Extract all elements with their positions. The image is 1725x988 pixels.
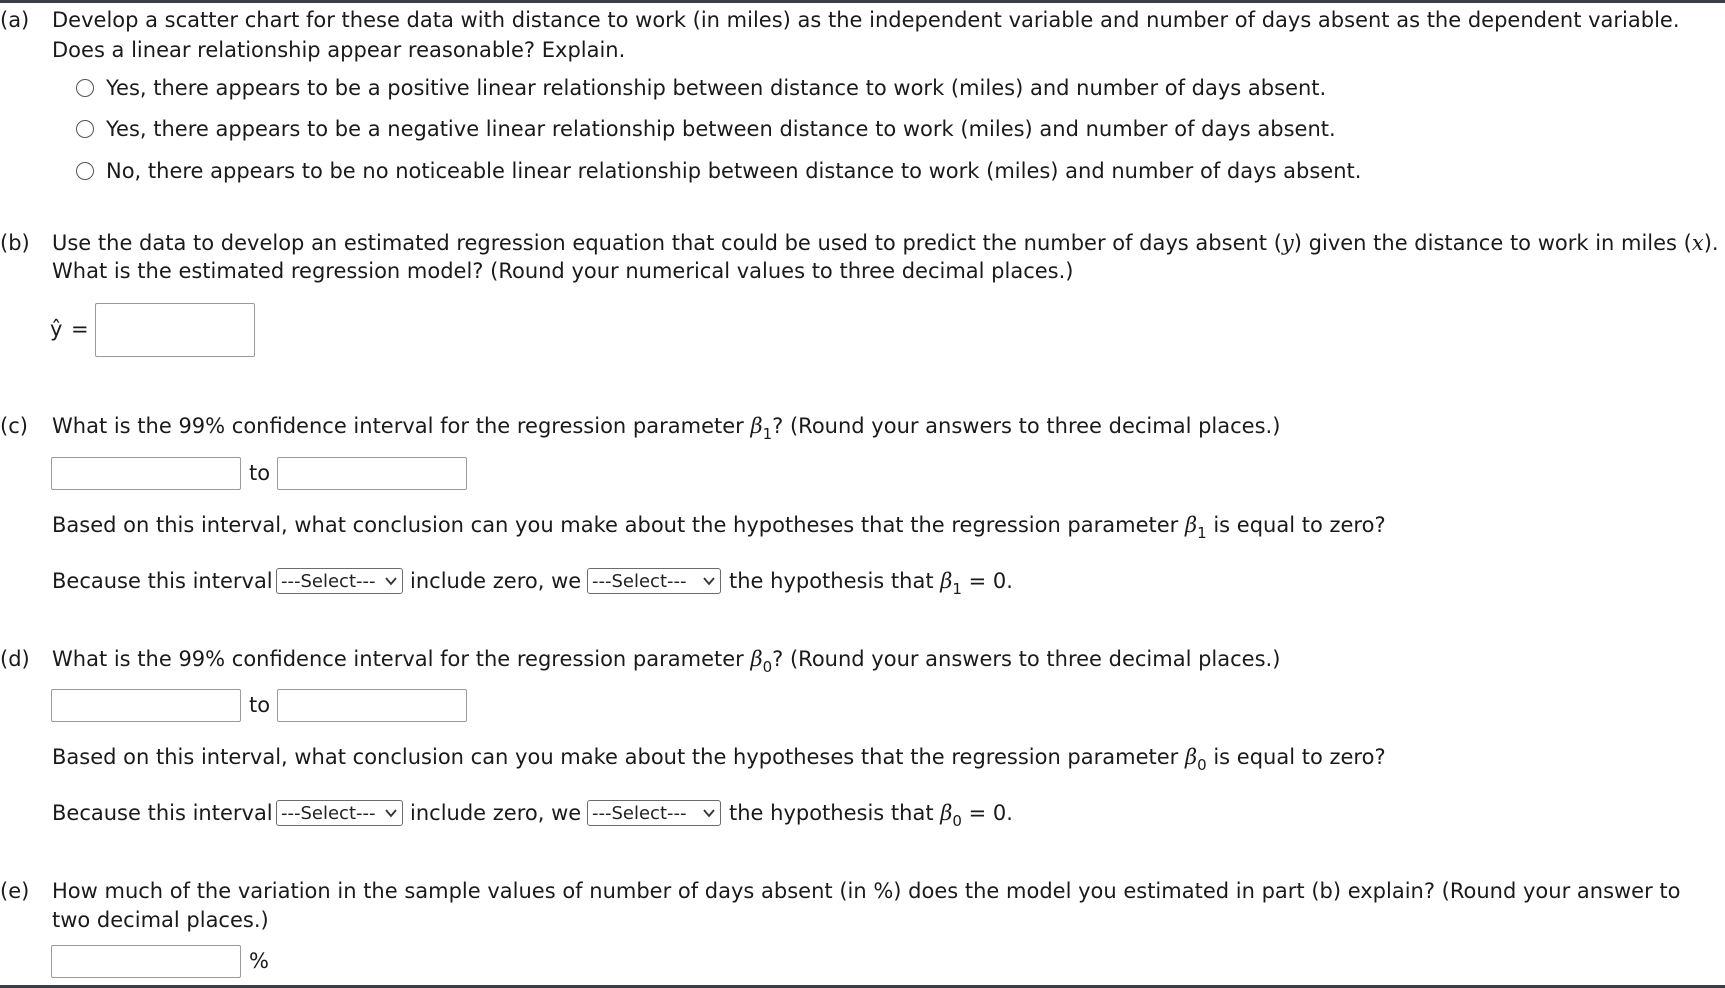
top-border (0, 0, 1725, 3)
radio-negative[interactable] (76, 120, 94, 138)
beta-symbol: β (750, 414, 763, 438)
beta-subscript: 0 (1197, 756, 1207, 774)
part-e-label: (e) (0, 879, 30, 903)
beta-symbol: β (940, 801, 953, 825)
beta-symbol: β (1184, 745, 1198, 769)
eq-zero: = 0. (968, 569, 1013, 593)
percent-unit: % (249, 949, 269, 973)
r-squared-input[interactable] (51, 945, 241, 978)
equals-sign: = (71, 317, 89, 341)
option-negative-label: Yes, there appears to be a negative linear relationship between distance to work (miles) and number of days absent. (106, 117, 1336, 141)
part-a-question-line1: Develop a scatter chart for these data with distance to work (in miles) as the independent variable and number of days absent as the dependent variable. (52, 8, 1680, 32)
beta-subscript: 1 (762, 425, 773, 443)
part-a-label: (a) (0, 8, 30, 32)
part-e-question-line1: How much of the variation in the sample values of number of days absent (in %) does the model you estimated in part (b) explain? (Round your answer to (52, 879, 1681, 903)
hypothesis-text (729, 568, 1013, 598)
beta-subscript: 1 (952, 580, 962, 598)
part-c-q-post: ? (Round your answers to three decimal places.) (772, 414, 1281, 438)
part-c-concl-pre: Based on this interval, what conclusion can you make about the hypotheses that the regression parameter (52, 513, 1185, 537)
part-b-q-post: ). (1703, 231, 1719, 255)
var-y: y (1281, 231, 1294, 255)
part-d-conclusion-question (52, 744, 1386, 774)
select-value: ---Select--- (592, 570, 687, 592)
part-b-question-line2: What is the estimated regression model? (Round your numerical values to three decimal places.) (52, 259, 1074, 283)
part-a-question-line2: Does a linear relationship appear reasonable? Explain. (52, 38, 626, 62)
option-positive[interactable] (76, 74, 1326, 102)
option-positive-label: Yes, there appears to be a positive linear relationship between distance to work (miles) and number of days absent. (106, 76, 1327, 100)
beta1-ci-upper-input[interactable] (277, 457, 467, 490)
part-d-q-post: ? (Round your answers to three decimal places.) (772, 647, 1281, 671)
option-none[interactable] (76, 157, 1361, 185)
hyp-label: the hypothesis that (729, 569, 934, 593)
part-b-question-line1 (52, 230, 1719, 256)
beta1-include-select[interactable] (276, 568, 403, 594)
beta0-ci-lower-input[interactable] (51, 689, 241, 722)
chevron-down-icon (703, 808, 715, 818)
part-b-label: (b) (0, 231, 30, 255)
beta1-decision-select[interactable] (587, 568, 721, 594)
part-c-label: (c) (0, 414, 28, 438)
beta-symbol: β (1184, 513, 1198, 537)
part-b-q-mid: ) given the distance to work in miles ( (1293, 231, 1692, 255)
beta0-ci-upper-input[interactable] (277, 689, 467, 722)
option-negative[interactable] (76, 115, 1336, 143)
beta-subscript: 1 (1197, 524, 1207, 542)
radio-none[interactable] (76, 162, 94, 180)
part-d-question (52, 646, 1281, 676)
hyp-label: the hypothesis that (729, 801, 934, 825)
hypothesis-text (729, 800, 1013, 830)
include-label: include zero, we (410, 569, 582, 593)
beta0-decision-select[interactable] (587, 800, 721, 826)
part-c-question (52, 413, 1281, 443)
chevron-down-icon (385, 576, 397, 586)
beta0-include-select[interactable] (276, 800, 403, 826)
beta-symbol: β (940, 569, 953, 593)
part-d-concl-pre: Based on this interval, what conclusion can you make about the hypotheses that the regression parameter (52, 745, 1185, 769)
part-c-q-pre: What is the 99% confidence interval for the regression parameter (52, 414, 751, 438)
include-label: include zero, we (410, 801, 582, 825)
var-x: x (1691, 231, 1704, 255)
part-c-concl-post: is equal to zero? (1206, 513, 1386, 537)
to-label: to (249, 461, 271, 485)
part-d-label: (d) (0, 647, 30, 671)
option-none-label: No, there appears to be no noticeable linear relationship between distance to work (miles) and number of days absent. (106, 159, 1362, 183)
eq-zero: = 0. (968, 801, 1013, 825)
regression-equation-input[interactable] (95, 303, 255, 357)
part-e-question-line2: two decimal places.) (52, 908, 269, 932)
part-d-concl-post: is equal to zero? (1206, 745, 1386, 769)
part-c-conclusion-question (52, 512, 1386, 542)
part-b-q-pre: Use the data to develop an estimated regression equation that could be used to predict the number of days absent ( (52, 231, 1282, 255)
select-value: ---Select--- (281, 570, 376, 592)
radio-positive[interactable] (76, 79, 94, 97)
because-label: Because this interval (52, 569, 273, 593)
select-value: ---Select--- (281, 802, 376, 824)
chevron-down-icon (703, 576, 715, 586)
because-label: Because this interval (52, 801, 273, 825)
chevron-down-icon (385, 808, 397, 818)
beta1-ci-lower-input[interactable] (51, 457, 241, 490)
select-value: ---Select--- (592, 802, 687, 824)
beta-subscript: 0 (952, 812, 962, 830)
part-d-q-pre: What is the 99% confidence interval for the regression parameter (52, 647, 751, 671)
beta-symbol: β (750, 647, 763, 671)
beta-subscript: 0 (762, 658, 773, 676)
to-label: to (249, 693, 271, 717)
yhat-symbol: ŷ (50, 317, 63, 341)
